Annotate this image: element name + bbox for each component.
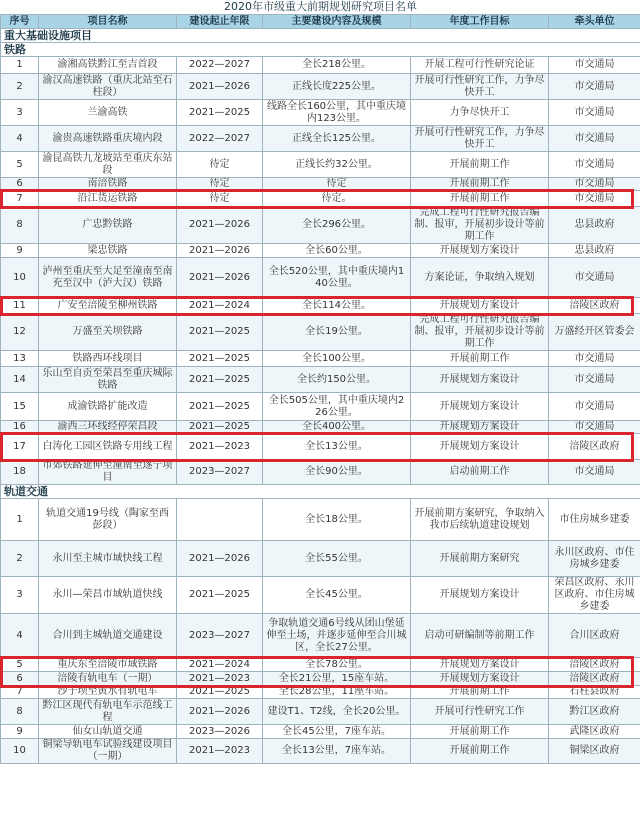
row-number: 2: [1, 541, 39, 577]
row-number: 16: [1, 421, 39, 434]
transit-row: [1, 499, 640, 541]
lead-unit: 涪陵区政府: [549, 434, 640, 460]
project-name: 泸州至重庆至大足至潼南至南充至汉中（泸大汉）铁路: [39, 258, 177, 298]
row-number: 7: [1, 686, 39, 699]
construction-period: 2021—2023: [177, 434, 263, 460]
lead-unit: 石柱县政府: [549, 686, 640, 699]
row-number: 1: [1, 57, 39, 74]
annual-goal: 开展规划方案设计: [411, 244, 549, 258]
construction-period: 2021—2025: [177, 367, 263, 393]
annual-goal: 力争尽快开工: [411, 100, 549, 126]
lead-unit: 市交通局: [549, 178, 640, 191]
project-name: 渝汉高速铁路（重庆北站至石柱段）: [39, 74, 177, 100]
header-goal: 年度工作目标: [411, 15, 549, 29]
row-number: 10: [1, 739, 39, 764]
construction-period: 2021—2026: [177, 207, 263, 244]
construction-period: 2023—2026: [177, 725, 263, 739]
project-name: 合川到主城轨道交通建设: [39, 614, 177, 658]
lead-unit: 市交通局: [549, 100, 640, 126]
project-name: 白涛化工园区铁路专用线工程: [39, 434, 177, 460]
annual-goal: 开展可行性研究工作，力争尽快开工: [411, 74, 549, 100]
row-number: 6: [1, 672, 39, 686]
row-number: 6: [1, 178, 39, 191]
lead-unit: 市交通局: [549, 367, 640, 393]
construction-period: 待定: [177, 178, 263, 191]
transit-row: [1, 541, 640, 577]
project-name: 永川至主城市域快线工程: [39, 541, 177, 577]
row-number: 18: [1, 460, 39, 485]
project-name: 渝昆高铁九龙坡站至重庆东站段: [39, 152, 177, 178]
annual-goal: 开展前期工作: [411, 725, 549, 739]
construction-period: 2021—2025: [177, 100, 263, 126]
construction-content: 全长13公里。: [263, 434, 411, 460]
section-row-main: [1, 29, 640, 43]
lead-unit: 武隆区政府: [549, 725, 640, 739]
header-period: 建设起止年限: [177, 15, 263, 29]
annual-goal: 开展前期工作: [411, 351, 549, 367]
row-number: 17: [1, 434, 39, 460]
construction-content: 全长218公里。: [263, 57, 411, 74]
section-row-railway: [1, 43, 640, 57]
header-content: 主要建设内容及规模: [263, 15, 411, 29]
annual-goal: 开展前期工作: [411, 152, 549, 178]
construction-period: 待定: [177, 152, 263, 178]
annual-goal: 开展规划方案设计: [411, 672, 549, 686]
railway-row: [1, 393, 640, 421]
construction-content: 全长60公里。: [263, 244, 411, 258]
annual-goal: 开展规划方案设计: [411, 421, 549, 434]
row-number: 14: [1, 367, 39, 393]
railway-row: [1, 258, 640, 298]
project-name: 沙子坝至黄水有轨电车: [39, 686, 177, 699]
lead-unit: 市交通局: [549, 57, 640, 74]
railway-row: [1, 298, 640, 314]
lead-unit: 涪陵区政府: [549, 658, 640, 672]
lead-unit: 忠县政府: [549, 207, 640, 244]
annual-goal: 完成工程可行性研究报告编制、报审，开展初步设计等前期工作: [411, 207, 549, 244]
annual-goal: 开展规划方案设计: [411, 298, 549, 314]
lead-unit: 市交通局: [549, 421, 640, 434]
construction-content: 全长400公里。: [263, 421, 411, 434]
project-name: 广忠黔铁路: [39, 207, 177, 244]
lead-unit: 市交通局: [549, 126, 640, 152]
transit-row: [1, 699, 640, 725]
construction-period: 2021—2025: [177, 421, 263, 434]
annual-goal: 开展可行性研究工作: [411, 699, 549, 725]
project-name: 黔江区现代有轨电车示范线工程: [39, 699, 177, 725]
railway-row: [1, 74, 640, 100]
section-row-transit: [1, 485, 640, 499]
annual-goal: 开展前期工作: [411, 191, 549, 207]
lead-unit: 涪陵区政府: [549, 672, 640, 686]
section-railway-label: 铁路: [1, 43, 640, 57]
section-main-label: 重大基础设施项目: [1, 29, 640, 43]
header-row: [1, 15, 640, 29]
construction-content: 全长21公里，15座车站。: [263, 672, 411, 686]
row-number: 10: [1, 258, 39, 298]
transit-row: [1, 614, 640, 658]
construction-period: 2021—2025: [177, 314, 263, 351]
construction-content: 全长114公里。: [263, 298, 411, 314]
row-number: 11: [1, 298, 39, 314]
construction-content: 争取轨道交通6号线从团山堡延伸至土场，并逐步延伸至合川城区，全长27公里。: [263, 614, 411, 658]
project-name: 重庆东至涪陵市域铁路: [39, 658, 177, 672]
construction-period: 2021—2024: [177, 658, 263, 672]
annual-goal: 开展前期工作: [411, 739, 549, 764]
railway-row: [1, 178, 640, 191]
railway-row: [1, 367, 640, 393]
project-name: 广安至涪陵至柳州铁路: [39, 298, 177, 314]
lead-unit: 合川区政府: [549, 614, 640, 658]
lead-unit: 万盛经开区管委会: [549, 314, 640, 351]
header-name: 项目名称: [39, 15, 177, 29]
row-number: 3: [1, 100, 39, 126]
construction-content: 全长约150公里。: [263, 367, 411, 393]
railway-row: [1, 152, 640, 178]
construction-period: 2021—2026: [177, 74, 263, 100]
railway-row: [1, 126, 640, 152]
annual-goal: 开展前期工作: [411, 178, 549, 191]
row-number: 12: [1, 314, 39, 351]
annual-goal: 开展规划方案设计: [411, 577, 549, 614]
construction-content: 全长28公里，11座车站。: [263, 686, 411, 699]
project-name: 成渝铁路扩能改造: [39, 393, 177, 421]
construction-content: 全长18公里。: [263, 499, 411, 541]
lead-unit: 荣昌区政府、永川区政府、市住房城乡建委: [549, 577, 640, 614]
construction-content: 正线全长125公里。: [263, 126, 411, 152]
row-number: 9: [1, 244, 39, 258]
construction-content: 全长520公里，其中重庆境内140公里。: [263, 258, 411, 298]
lead-unit: 市交通局: [549, 393, 640, 421]
table-title: 2020年市级重大前期规划研究项目名单: [224, 0, 418, 13]
railway-row: [1, 434, 640, 460]
annual-goal: 开展规划方案设计: [411, 434, 549, 460]
construction-content: 全长505公里，其中重庆境内226公里。: [263, 393, 411, 421]
railway-row: [1, 57, 640, 74]
construction-period: 2021—2025: [177, 577, 263, 614]
construction-content: 全长55公里。: [263, 541, 411, 577]
construction-period: 2021—2025: [177, 351, 263, 367]
construction-period: 2021—2024: [177, 298, 263, 314]
project-name: 沿江货运铁路: [39, 191, 177, 207]
annual-goal: 开展规划方案设计: [411, 367, 549, 393]
lead-unit: 黔江区政府: [549, 699, 640, 725]
lead-unit: 涪陵区政府: [549, 298, 640, 314]
annual-goal: 开展规划方案设计: [411, 658, 549, 672]
row-number: 4: [1, 126, 39, 152]
header-lead: 牵头单位: [549, 15, 640, 29]
construction-period: [177, 499, 263, 541]
railway-row: [1, 191, 640, 207]
railway-row: [1, 421, 640, 434]
annual-goal: 开展前期工作: [411, 686, 549, 699]
project-name: 仙女山轨道交通: [39, 725, 177, 739]
construction-content: 建设T1、T2线，全长20公里。: [263, 699, 411, 725]
construction-period: 2021—2023: [177, 672, 263, 686]
annual-goal: 方案论证，争取纳入规划: [411, 258, 549, 298]
section-transit-label: 轨道交通: [1, 485, 640, 499]
lead-unit: 市交通局: [549, 152, 640, 178]
project-name: 南涪铁路: [39, 178, 177, 191]
transit-row: [1, 672, 640, 686]
construction-content: 全长45公里。: [263, 577, 411, 614]
row-number: 2: [1, 74, 39, 100]
transit-row: [1, 658, 640, 672]
annual-goal: 开展前期方案研究: [411, 541, 549, 577]
construction-period: 2023—2027: [177, 614, 263, 658]
project-name: 梁忠铁路: [39, 244, 177, 258]
row-number: 8: [1, 207, 39, 244]
row-number: 5: [1, 658, 39, 672]
transit-row: [1, 577, 640, 614]
row-number: 4: [1, 614, 39, 658]
transit-row: [1, 686, 640, 699]
construction-period: 2022—2027: [177, 126, 263, 152]
row-number: 15: [1, 393, 39, 421]
construction-period: 2022—2027: [177, 57, 263, 74]
project-name: 渝西三环线经停荣昌段: [39, 421, 177, 434]
construction-content: 全长296公里。: [263, 207, 411, 244]
construction-period: 2021—2026: [177, 541, 263, 577]
railway-row: [1, 244, 640, 258]
annual-goal: 完成工程可行性研究报告编制、报审，开展初步设计等前期工作: [411, 314, 549, 351]
project-name: 铜梁导轨电车试验线建设项目（一期）: [39, 739, 177, 764]
construction-content: 全长78公里。: [263, 658, 411, 672]
construction-period: 2021—2025: [177, 686, 263, 699]
construction-content: 正线长约32公里。: [263, 152, 411, 178]
row-number: 13: [1, 351, 39, 367]
railway-row: [1, 314, 640, 351]
annual-goal: 开展规划方案设计: [411, 393, 549, 421]
header-no: 序号: [1, 15, 39, 29]
railway-row: [1, 460, 640, 485]
project-name: 乐山至自贡至荣昌至重庆城际铁路: [39, 367, 177, 393]
annual-goal: 开展工程可行性研究论证: [411, 57, 549, 74]
row-number: 3: [1, 577, 39, 614]
lead-unit: 市交通局: [549, 191, 640, 207]
row-number: 1: [1, 499, 39, 541]
project-name: 渝湘高铁黔江至吉首段: [39, 57, 177, 74]
construction-period: 2021—2026: [177, 244, 263, 258]
construction-content: 全长45公里，7座车站。: [263, 725, 411, 739]
lead-unit: 市交通局: [549, 351, 640, 367]
project-name: 市郊铁路延伸至潼南至遂宁项目: [39, 460, 177, 485]
annual-goal: 启动可研编制等前期工作: [411, 614, 549, 658]
project-name: 永川—荣昌市域轨道快线: [39, 577, 177, 614]
construction-period: 2021—2023: [177, 739, 263, 764]
construction-period: 2021—2026: [177, 258, 263, 298]
row-number: 5: [1, 152, 39, 178]
transit-row: [1, 739, 640, 764]
project-name: 兰渝高铁: [39, 100, 177, 126]
row-number: 7: [1, 191, 39, 207]
construction-content: 待定。: [263, 191, 411, 207]
lead-unit: 永川区政府、市住房城乡建委: [549, 541, 640, 577]
construction-content: 待定: [263, 178, 411, 191]
row-number: 9: [1, 725, 39, 739]
construction-period: 待定: [177, 191, 263, 207]
transit-row: [1, 725, 640, 739]
project-name: 轨道交通19号线（陶家至西彭段）: [39, 499, 177, 541]
lead-unit: 市交通局: [549, 460, 640, 485]
construction-content: 正线长度225公里。: [263, 74, 411, 100]
lead-unit: 市交通局: [549, 258, 640, 298]
construction-content: 全长100公里。: [263, 351, 411, 367]
construction-period: 2023—2027: [177, 460, 263, 485]
annual-goal: 开展前期方案研究，争取纳入我市后续轨道建设规划: [411, 499, 549, 541]
railway-row: [1, 100, 640, 126]
project-name: 渝贵高速铁路重庆境内段: [39, 126, 177, 152]
row-number: 8: [1, 699, 39, 725]
title-row: [1, 0, 640, 15]
project-name: 涪陵有轨电车（一期）: [39, 672, 177, 686]
railway-row: [1, 351, 640, 367]
construction-content: 全长19公里。: [263, 314, 411, 351]
lead-unit: 市住房城乡建委: [549, 499, 640, 541]
lead-unit: 市交通局: [549, 74, 640, 100]
lead-unit: 忠县政府: [549, 244, 640, 258]
construction-content: 全长90公里。: [263, 460, 411, 485]
construction-content: 全长13公里，7座车站。: [263, 739, 411, 764]
project-name: 万盛至关坝铁路: [39, 314, 177, 351]
construction-period: 2021—2025: [177, 393, 263, 421]
construction-content: 线路全长160公里，其中重庆境内123公里。: [263, 100, 411, 126]
project-name: 铁路西环线项目: [39, 351, 177, 367]
lead-unit: 铜梁区政府: [549, 739, 640, 764]
annual-goal: 启动前期工作: [411, 460, 549, 485]
annual-goal: 开展可行性研究工作，力争尽快开工: [411, 126, 549, 152]
railway-row: [1, 207, 640, 244]
construction-period: 2021—2026: [177, 699, 263, 725]
